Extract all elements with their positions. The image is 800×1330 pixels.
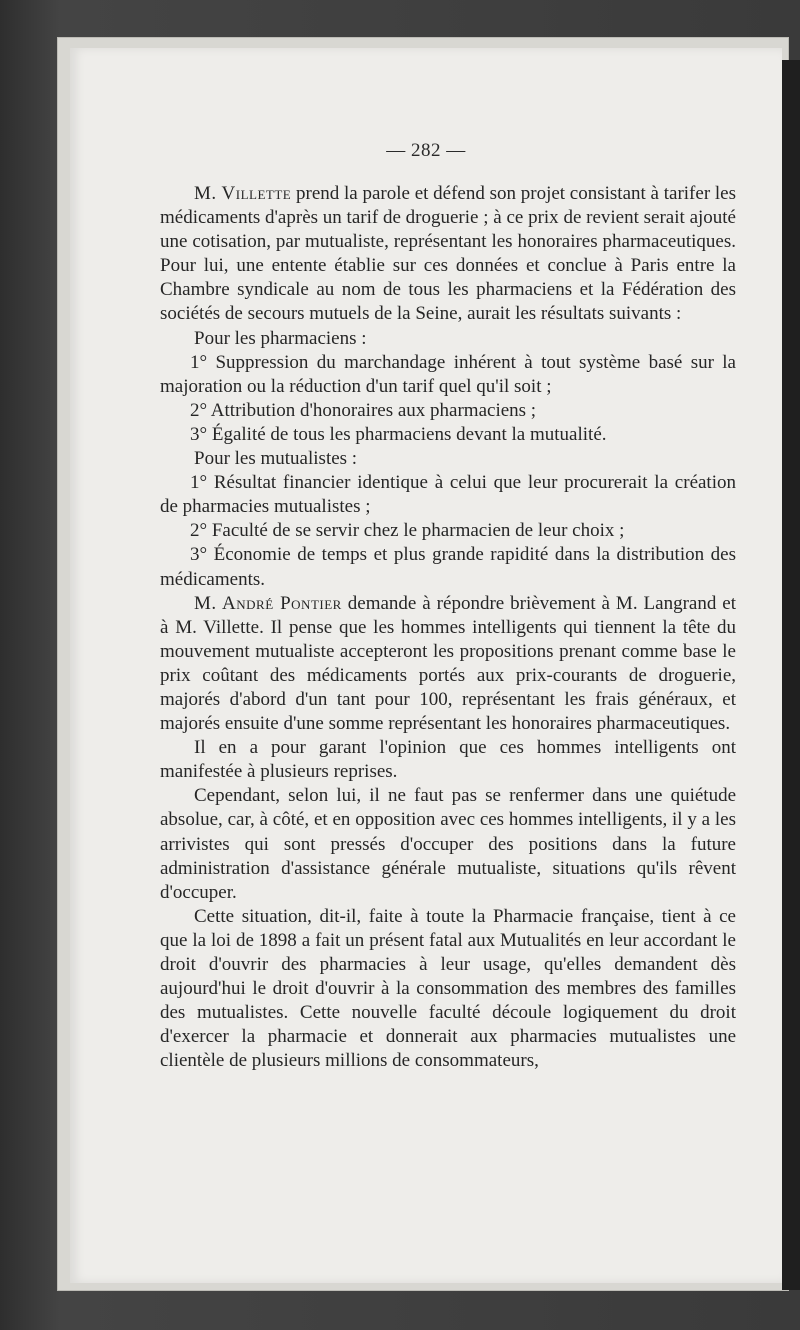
paragraph: Pour les pharmaciens : xyxy=(194,327,367,349)
page-number: — 282 — xyxy=(386,140,466,161)
speaker-name: M. André Pontier xyxy=(194,592,342,614)
binding-shadow xyxy=(782,60,800,1290)
list-item: 1° Suppression du marchandage inhérent à tout système basé sur la majoration ou la réduction d'un tarif quel qu'il soit ; xyxy=(160,351,736,397)
paragraph: Pour les mutualistes : xyxy=(194,448,358,470)
paragraph: Il en a pour garant l'opinion que ces hommes intelligents ont manifestée à plusieurs reprises. xyxy=(160,737,736,783)
paragraph: Cependant, selon lui, il ne faut pas se renfermer dans une quiétude absolue, car, à côté, et en opposition avec ces hommes intelligents, il y a les arrivistes qui sont pressés d'occuper des positions dans la future administration d'assistance générale mutualiste, situations qu'ils rêvent d'occuper. xyxy=(160,785,736,903)
list-item: 2° Attribution d'honoraires aux pharmaciens ; xyxy=(190,399,537,421)
paragraph: Cette situation, dit-il, faite à toute la Pharmacie française, tient à ce que la loi de 1898 a fait un présent fatal aux Mutualités en leur accordant le droit d'ouvrir des pharmacies à leur usage, qu'elles demandent dès aujourd'hui le droit d'ouvrir à la consommation des membres des familles des mutualistes. Cette nouvelle faculté découle logiquement du droit d'exercer la pharmacie et donnerait aux pharmacies mutualistes une clientèle de plusieurs millions de consommateurs, xyxy=(160,905,736,1072)
speaker-name: M. Villette xyxy=(194,183,292,204)
paragraph-pontier: M. André Pontier demande à répondre brièvement à M. Langrand et à M. Villette. Il pense que les hommes intelligents qui tiennent la tête du mouvement mutualiste accepteront les propositions prenant comme base le prix coûtant des médicaments portés aux prix-courants de droguerie, majorés d'abord d'un tant pour 100, représentant les frais généraux, et majorés ensuite d'une somme représentant les honoraires pharmaceutiques. xyxy=(160,592,736,735)
list-item: 3° Égalité de tous les pharmaciens devant la mutualité. xyxy=(190,423,607,445)
list-item: 1° Résultat financier identique à celui que leur procurerait la création de pharmacies mutualistes ; xyxy=(160,472,736,518)
list-item: 2° Faculté de se servir chez le pharmacien de leur choix ; xyxy=(190,520,625,542)
list-item: 3° Économie de temps et plus grande rapidité dans la distribution des médicaments. xyxy=(160,544,736,590)
paragraph-villette: M. Villette prend la parole et défend son projet consistant à tarifer les médicaments d'après un tarif de droguerie ; à ce prix de revient serait ajouté une cotisation, par mutualiste, représentant les honoraires pharmaceutiques. Pour lui, une entente établie sur ces données et conclue à Paris entre la Chambre syndicale au nom de tous les pharmaciens et la Fédération des sociétés de secours mutuels de la Seine, aurait les résultats suivants : xyxy=(160,183,736,325)
body-text xyxy=(160,182,736,1073)
